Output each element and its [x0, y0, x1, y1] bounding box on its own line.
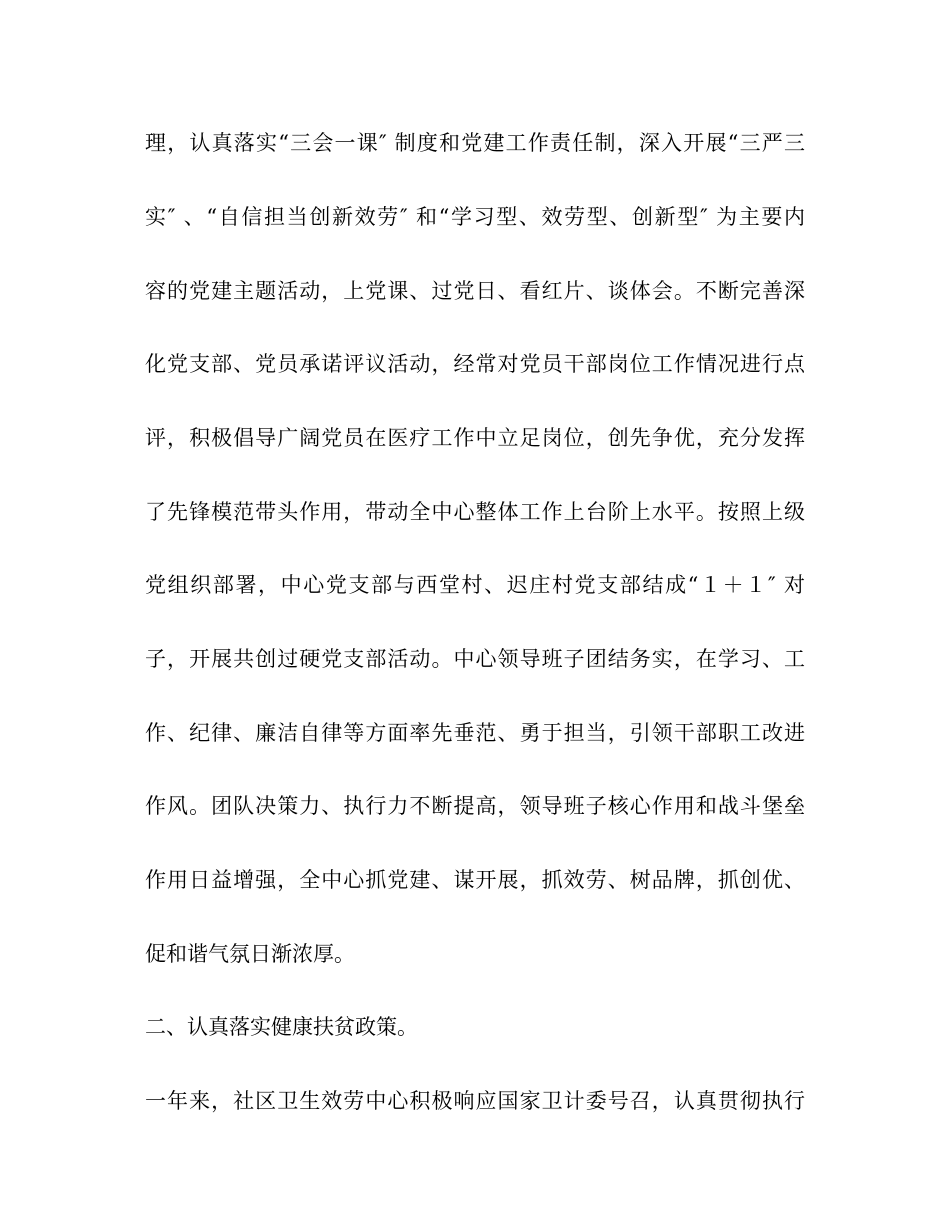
text-line-6: 了先锋模范带头作用，带动全中心整体工作上台阶上水平。按照上级: [145, 500, 805, 524]
text-line-4: 化党支部、党员承诺评议活动，经常对党员干部岗位工作情况进行点: [145, 352, 805, 376]
text-line-14: 一年来，社区卫生效劳中心积极响应国家卫计委号召，认真贯彻执行: [145, 1089, 805, 1113]
text-line-3: 容的党建主题活动，上党课、过党日、看红片、谈体会。不断完善深: [145, 279, 805, 303]
section-heading: 二、认真落实健康扶贫政策。: [145, 1015, 418, 1039]
text-line-11: 作用日益增强，全中心抓党建、谋开展，抓效劳、树品牌，抓创优、: [145, 868, 805, 892]
text-line-12: 促和谐气氛日渐浓厚。: [145, 942, 355, 966]
text-line-8: 子，开展共创过硬党支部活动。中心领导班子团结务实，在学习、工: [145, 647, 805, 671]
text-line-5: 评，积极倡导广阔党员在医疗工作中立足岗位，创先争优，充分发挥: [145, 426, 805, 450]
text-line-1: 理，认真落实“三会一课″ 制度和党建工作责任制，深入开展“三严三: [145, 131, 805, 155]
text-line-7: 党组织部署，中心党支部与西堂村、迟庄村党支部结成“１＋１″ 对: [145, 573, 805, 597]
text-line-10: 作风。团队决策力、执行力不断提高，领导班子核心作用和战斗堡垒: [145, 794, 805, 818]
text-line-2: 实″ 、“自信担当创新效劳″ 和“学习型、效劳型、创新型″ 为主要内: [145, 205, 805, 229]
text-line-9: 作、纪律、廉洁自律等方面率先垂范、勇于担当，引领干部职工改进: [145, 721, 805, 745]
